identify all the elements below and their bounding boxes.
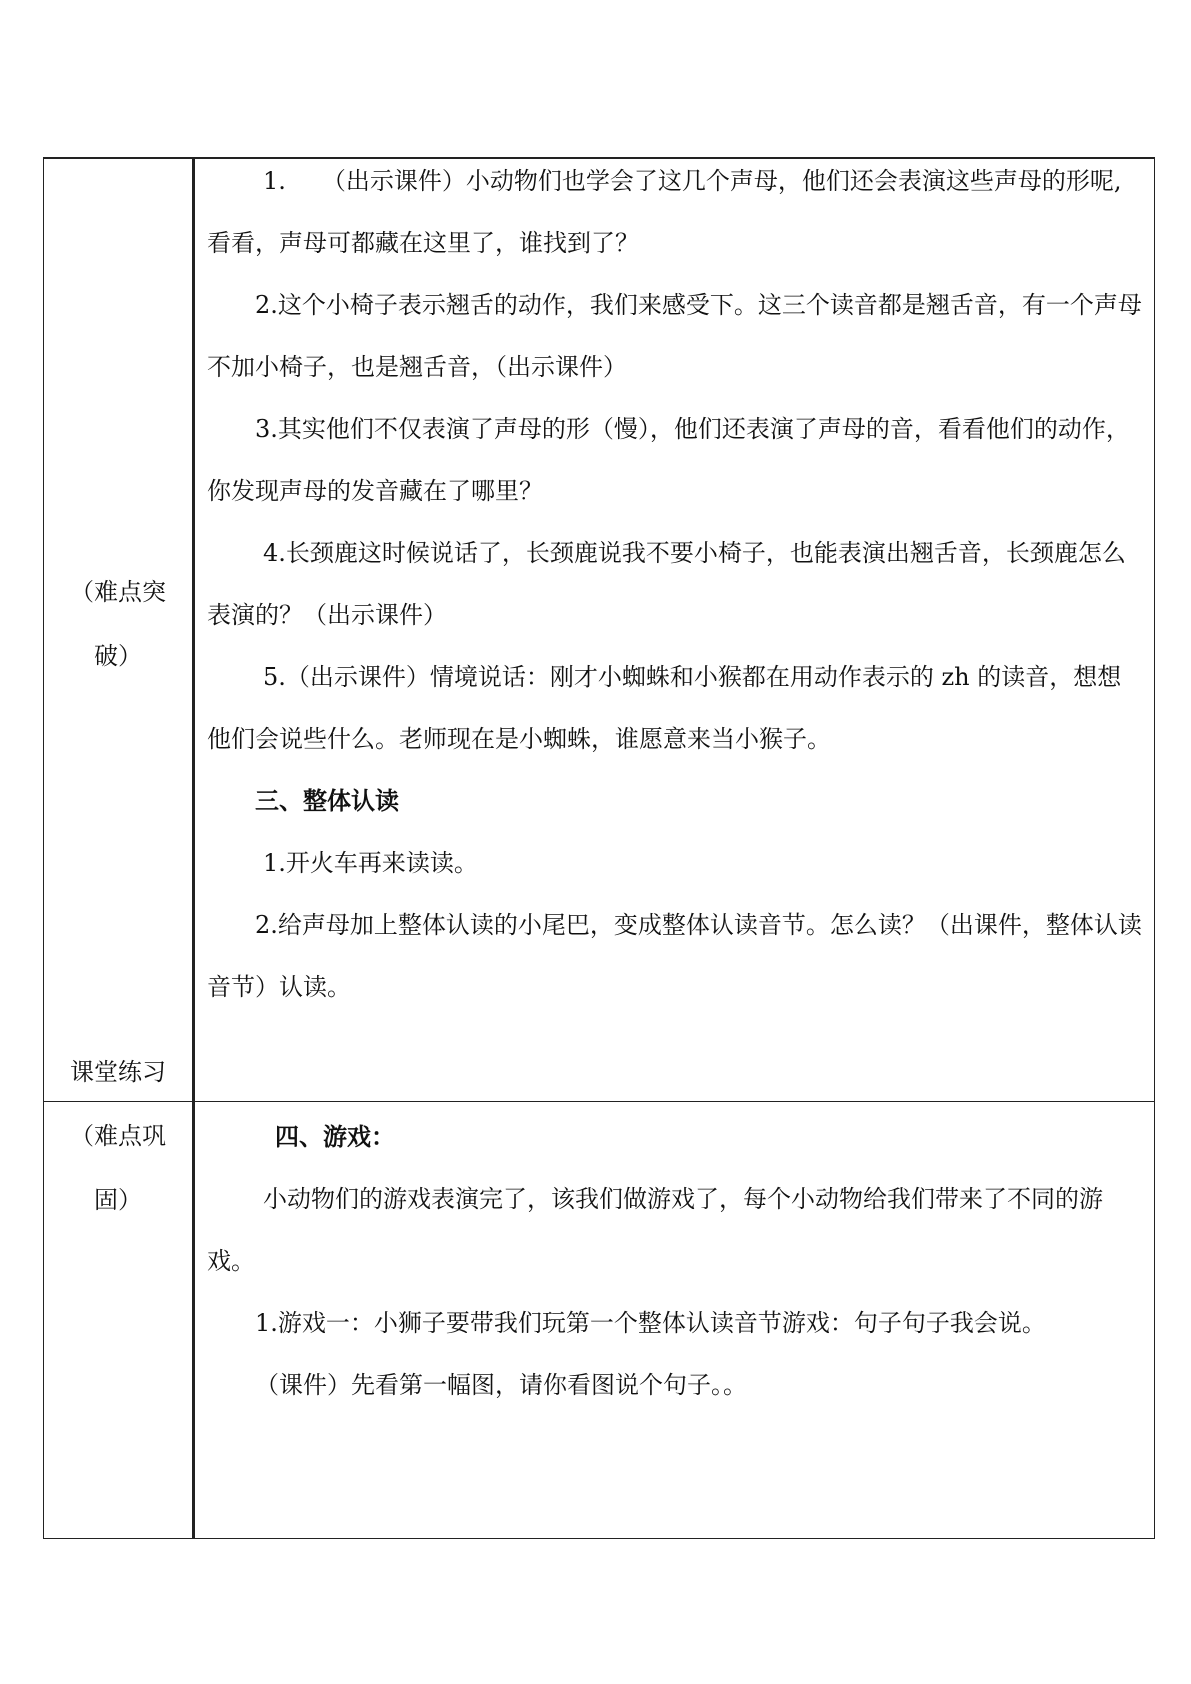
paragraph: 2.这个小椅子表示翘舌的动作，我们来感受下。这三个读音都是翘舌音，有一个声母不加小椅子，也是翘舌音，（出示课件） <box>207 291 1142 381</box>
row-label-difficulty-breakthrough <box>43 560 193 688</box>
label-line: 课堂练习 <box>70 1058 166 1086</box>
label-line: （难点巩 <box>70 1122 166 1150</box>
paragraph: 4.长颈鹿这时候说话了，长颈鹿说我不要小椅子，也能表演出翘舌音，长颈鹿怎么表演的？（出示课件） <box>207 539 1126 629</box>
label-line: （难点突 <box>70 578 166 606</box>
paragraph: 5.（出示课件）情境说话：刚才小蜘蛛和小猴都在用动作表示的 zh 的读音，想想他们会说些什么。老师现在是小蜘蛛，谁愿意来当小猴子。 <box>207 663 1122 753</box>
paragraph: 1.开火车再来读读。 <box>263 849 478 877</box>
paragraph: 1. （出示课件）小动物们也学会了这几个声母，他们还会表演这些声母的形呢,看看，声母可都藏在这里了，谁找到了？ <box>207 167 1122 257</box>
paragraph: （课件）先看第一幅图，请你看图说个句子。。 <box>255 1371 747 1399</box>
row-label-class-practice <box>43 1058 193 1232</box>
paragraph: 1.游戏一：小狮子要带我们玩第一个整体认读音节游戏：句子句子我会说。 <box>255 1309 1046 1337</box>
section-heading: 四、游戏： <box>275 1122 395 1151</box>
section-heading: 三、整体认读 <box>255 786 399 815</box>
paragraph: 2.给声母加上整体认读的小尾巴，变成整体认读音节。怎么读？（出课件，整体认读音节）认读。 <box>207 911 1142 1001</box>
row-content-difficulty-breakthrough <box>207 150 1144 1018</box>
label-line: 固） <box>94 1186 142 1214</box>
paragraph: 3.其实他们不仅表演了声母的形（慢），他们还表演了声母的音，看看他们的动作，你发现声母的发音藏在了哪里？ <box>207 415 1130 505</box>
paragraph: 小动物们的游戏表演完了，该我们做游戏了，每个小动物给我们带来了不同的游戏。 <box>207 1185 1103 1275</box>
label-line: 破） <box>94 642 142 670</box>
row-content-class-practice <box>207 1106 1144 1416</box>
